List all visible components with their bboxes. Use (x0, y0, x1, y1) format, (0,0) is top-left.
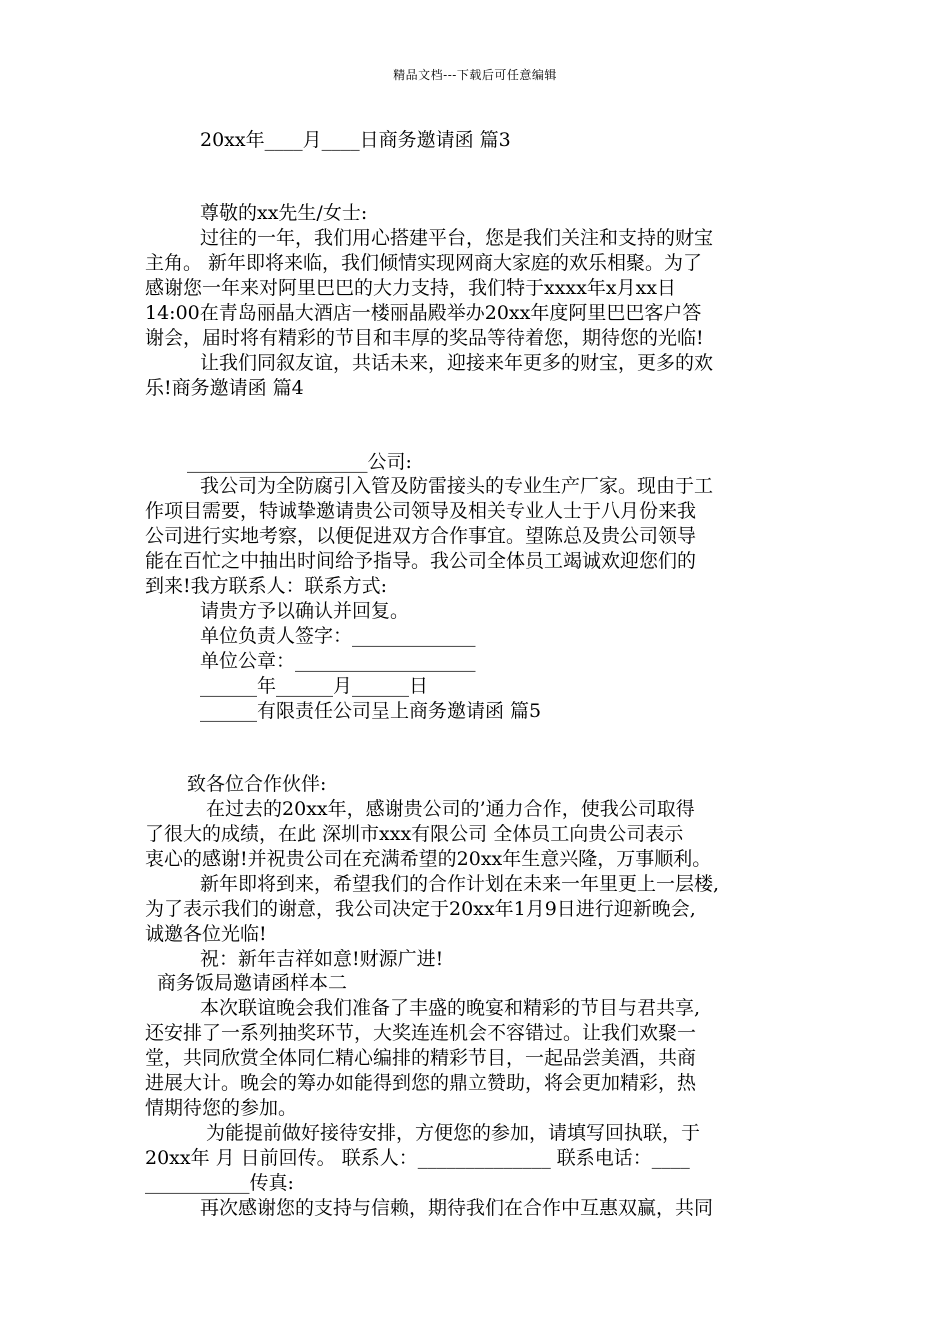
text-line: 商务饭局邀请函样本二 (157, 972, 348, 994)
text-line: ______有限责任公司呈上商务邀请函 篇5 (200, 700, 542, 722)
text-line: 能在百忙之中抽出时间给予指导。我公司全体员工竭诚欢迎您们的 (145, 550, 697, 572)
text-line: 单位负责人签字：_____________ (200, 625, 476, 647)
text-line: 祝：新年吉祥如意!财源广进! (200, 948, 444, 970)
text-line: 新年即将到来，希望我们的合作计划在未来一年里更上一层楼, (200, 873, 720, 895)
text-line: 本次联谊晚会我们准备了丰盛的晚宴和精彩的节目与君共享, (200, 997, 701, 1019)
text-line: 堂，共同欣赏全体同仁精心编排的精彩节目，一起品尝美酒，共商 (145, 1047, 697, 1069)
text-line: 请贵方予以确认并回复。 (200, 600, 410, 622)
text-line: 作项目需要，特诚挚邀请贵公司领导及相关专业人士于八月份来我 (145, 500, 697, 522)
text-line: 让我们同叙友谊，共话未来，迎接来年更多的财宝，更多的欢 (200, 352, 714, 374)
text-line: 在过去的20xx年，感谢贵公司的’通力合作，使我公司取得 (200, 798, 695, 820)
text-line: 进展大计。晚会的筹办如能得到您的鼎立赞助，将会更加精彩，热 (145, 1072, 697, 1094)
text-line: 尊敬的xx先生/女士: (200, 202, 368, 224)
text-line: 诚邀各位光临! (145, 923, 267, 945)
text-line: 为能提前做好接待安排，方便您的参加，请填写回执联，于 (200, 1122, 701, 1144)
text-line: 为了表示我们的谢意，我公司决定于20xx年1月9日进行迎新晚会, (145, 898, 696, 920)
text-line: 20xx年____月____日商务邀请函 篇3 (200, 129, 511, 151)
page-header: 精品文档---下载后可任意编辑 (393, 68, 557, 82)
text-line: 公司进行实地考察，以便促进双方合作事宜。望陈总及贵公司领导 (145, 525, 697, 547)
text-line: 我公司为全防腐引入管及防雷接头的专业生产厂家。现由于工 (200, 475, 714, 497)
text-line: 主角。 新年即将来临，我们倾情实现网商大家庭的欢乐相聚。为了 (145, 252, 703, 274)
text-line: 还安排了一系列抽奖环节，大奖连连机会不容错过。让我们欢聚一 (145, 1022, 697, 1044)
text-line: 衷心的感谢!并祝贵公司在充满希望的20xx年生意兴隆，万事顺利。 (145, 848, 712, 870)
text-line: 单位公章：___________________ (200, 650, 476, 672)
text-line: 20xx年 月 日前回传。 联系人：______________ 联系电话：____ (145, 1147, 690, 1169)
text-line: 情期待您的参加。 (145, 1097, 298, 1119)
text-line: 了很大的成绩，在此 深圳市xxx有限公司 全体员工向贵公司表示 (145, 823, 684, 845)
text-line: 致各位合作伙伴: (187, 773, 327, 795)
text-line: ______年______月______日 (200, 675, 429, 697)
text-line: 到来!我方联系人：联系方式: (145, 575, 388, 597)
text-line: 14:00在青岛丽晶大酒店一楼丽晶殿举办20xx年度阿里巴巴客户答 (145, 302, 702, 324)
text-line: 谢会，届时将有精彩的节目和丰厚的奖品等待着您，期待您的光临! (145, 327, 704, 349)
text-line: ___________________公司: (187, 451, 412, 473)
text-line: 感谢您一年来对阿里巴巴的大力支持，我们特于xxxx年x月xx日 (145, 277, 677, 299)
text-line: 再次感谢您的支持与信赖，期待我们在合作中互惠双赢，共同 (200, 1197, 714, 1219)
text-line: 乐!商务邀请函 篇4 (145, 377, 304, 399)
text-line: 过往的一年，我们用心搭建平台，您是我们关注和支持的财宝 (200, 227, 714, 249)
text-line: ___________传真: (145, 1172, 294, 1194)
